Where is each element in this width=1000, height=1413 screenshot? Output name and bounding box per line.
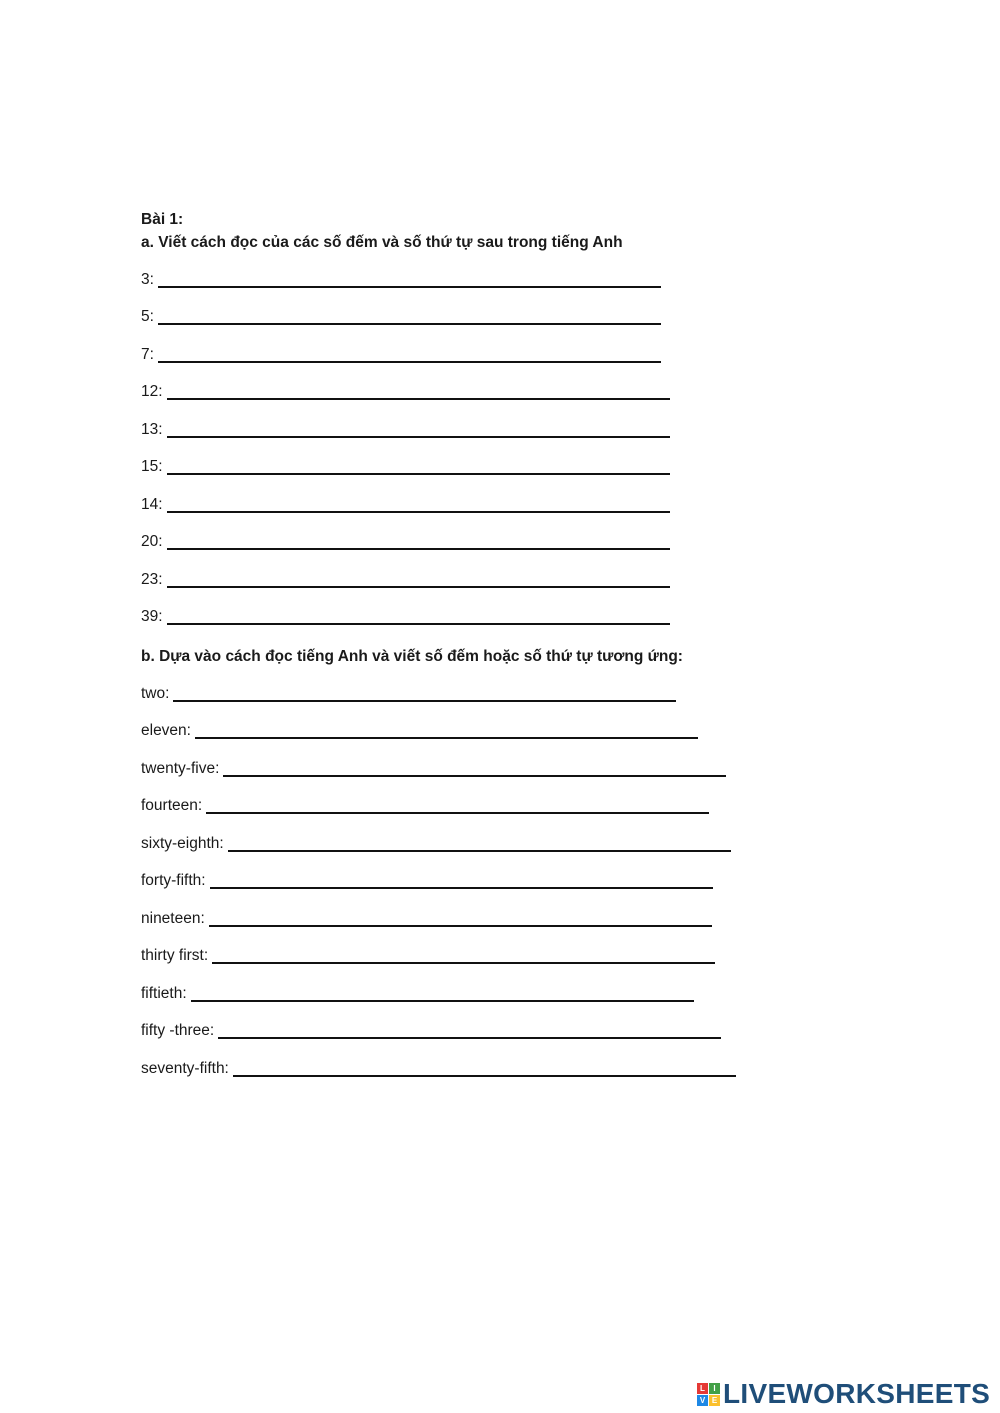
logo-letter: L xyxy=(697,1383,708,1394)
answer-row xyxy=(141,328,736,366)
answer-blank[interactable] xyxy=(158,323,661,325)
answer-blank[interactable] xyxy=(228,850,731,852)
row-label: two: xyxy=(141,684,170,702)
answer-row xyxy=(141,441,736,479)
answer-row xyxy=(141,366,736,404)
answer-row xyxy=(141,291,736,329)
answer-blank[interactable] xyxy=(191,1000,694,1002)
row-label: nineteen: xyxy=(141,909,205,927)
answer-row xyxy=(141,1005,736,1043)
logo-letter: I xyxy=(709,1383,720,1394)
worksheet xyxy=(141,210,736,1080)
answer-blank[interactable] xyxy=(158,361,661,363)
row-label: 20: xyxy=(141,533,163,550)
logo-text: LIVEWORKSHEETS xyxy=(723,1378,991,1409)
row-label: fourteen: xyxy=(141,797,203,814)
answer-blank[interactable] xyxy=(210,887,713,889)
answer-blank[interactable] xyxy=(167,623,670,625)
part-a-list xyxy=(141,253,736,628)
part-b-list xyxy=(141,667,736,1080)
answer-row xyxy=(141,892,736,930)
row-label: thirty first: xyxy=(141,947,209,964)
row-label: seventy-fifth: xyxy=(141,1059,229,1077)
answer-row xyxy=(141,930,736,968)
row-label: eleven: xyxy=(141,722,191,739)
answer-row xyxy=(141,705,736,743)
answer-blank[interactable] xyxy=(233,1075,736,1077)
answer-blank[interactable] xyxy=(167,511,670,513)
row-label: fiftieth: xyxy=(141,984,187,1002)
answer-blank[interactable] xyxy=(209,925,712,927)
answer-blank[interactable] xyxy=(218,1037,721,1039)
row-label: 13: xyxy=(141,420,163,438)
answer-row xyxy=(141,516,736,554)
logo-mark-icon xyxy=(697,1383,720,1406)
row-label: 12: xyxy=(141,383,163,400)
answer-row xyxy=(141,553,736,591)
row-label: fifty -three: xyxy=(141,1022,215,1039)
answer-blank[interactable] xyxy=(212,962,715,964)
answer-blank[interactable] xyxy=(223,775,726,777)
answer-blank[interactable] xyxy=(173,700,676,702)
answer-row xyxy=(141,855,736,893)
answer-row xyxy=(141,667,736,705)
answer-row xyxy=(141,967,736,1005)
part-a-instruction: a. Viết cách đọc của các số đếm và số thứ tự sau trong tiếng Anh xyxy=(141,234,623,251)
logo-letter: E xyxy=(709,1395,720,1406)
answer-blank[interactable] xyxy=(158,286,661,288)
row-label: 39: xyxy=(141,608,163,625)
part-b-instruction: b. Dựa vào cách đọc tiếng Anh và viết số đếm hoặc số thứ tự tương ứng: xyxy=(141,648,683,665)
row-label: forty-fifth: xyxy=(141,872,206,889)
row-label: 3: xyxy=(141,270,154,288)
answer-blank[interactable] xyxy=(206,812,709,814)
row-label: 7: xyxy=(141,345,154,363)
answer-row xyxy=(141,742,736,780)
liveworksheets-logo xyxy=(697,1378,990,1410)
answer-blank[interactable] xyxy=(167,586,670,588)
answer-blank[interactable] xyxy=(167,398,670,400)
answer-blank[interactable] xyxy=(167,436,670,438)
row-label: 15: xyxy=(141,458,163,475)
answer-row xyxy=(141,253,736,291)
logo-letter: V xyxy=(697,1395,708,1406)
answer-row xyxy=(141,591,736,629)
answer-row xyxy=(141,780,736,818)
answer-row xyxy=(141,1042,736,1080)
answer-row xyxy=(141,478,736,516)
answer-blank[interactable] xyxy=(167,548,670,550)
row-label: sixty-eighth: xyxy=(141,834,224,852)
row-label: 23: xyxy=(141,570,163,588)
row-label: twenty-five: xyxy=(141,759,220,777)
row-label: 14: xyxy=(141,495,163,513)
row-label: 5: xyxy=(141,308,154,325)
answer-row xyxy=(141,403,736,441)
answer-row xyxy=(141,817,736,855)
exercise-title: Bài 1: xyxy=(141,211,184,228)
answer-blank[interactable] xyxy=(195,737,698,739)
answer-blank[interactable] xyxy=(167,473,670,475)
